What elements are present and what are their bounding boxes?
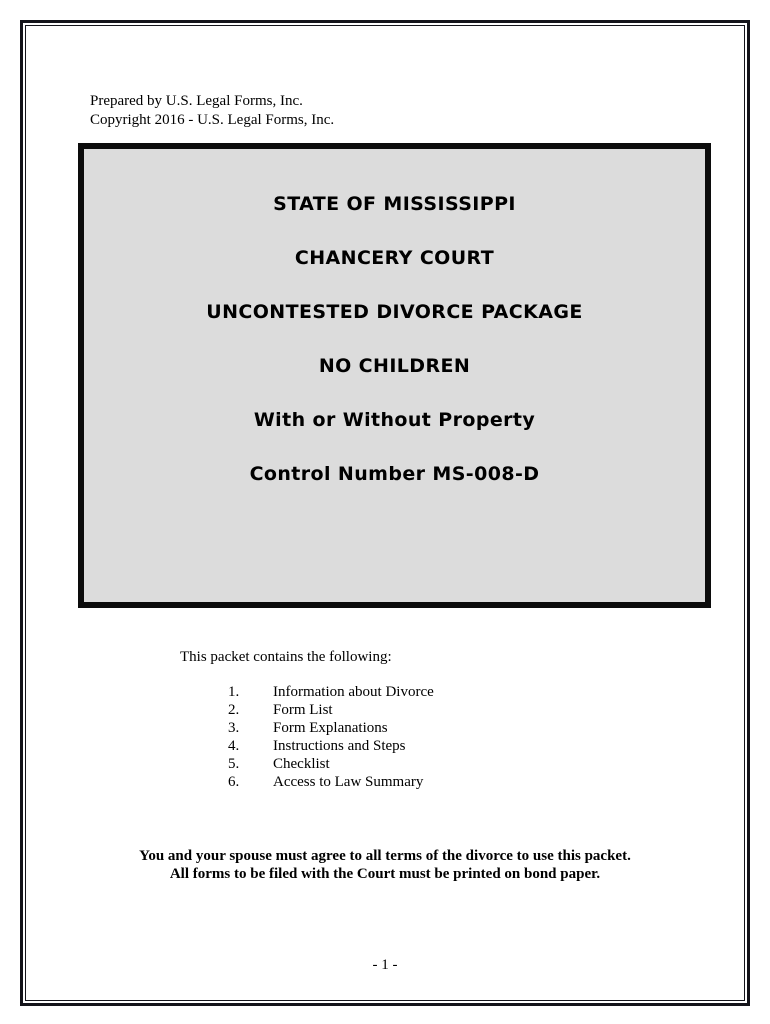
agreement-notice-line2: All forms to be filed with the Court must be printed on bond paper. xyxy=(169,866,601,882)
list-item xyxy=(228,719,434,737)
list-item-label: Access to Law Summary xyxy=(273,774,424,790)
list-item-label: Form List xyxy=(273,702,333,718)
list-item xyxy=(228,755,434,773)
list-item-number: 3. xyxy=(228,720,240,736)
title-state: STATE OF MISSISSIPPI xyxy=(273,193,516,215)
title-court: CHANCERY COURT xyxy=(294,247,495,269)
list-item-label: Information about Divorce xyxy=(273,684,434,700)
preparer-info xyxy=(90,92,334,130)
title-package: UNCONTESTED DIVORCE PACKAGE xyxy=(206,301,583,323)
copyright-line: Copyright 2016 - U.S. Legal Forms, Inc. xyxy=(90,112,335,128)
title-property: With or Without Property xyxy=(253,409,536,431)
list-item xyxy=(228,683,434,701)
list-item-number: 5. xyxy=(228,756,240,772)
contents-intro: This packet contains the following: xyxy=(180,649,392,665)
list-item-label: Form Explanations xyxy=(273,720,388,736)
list-item-label: Instructions and Steps xyxy=(273,738,406,754)
contents-list xyxy=(228,683,434,791)
list-item xyxy=(228,737,434,755)
list-item-number: 2. xyxy=(228,702,240,718)
list-item-number: 1. xyxy=(228,684,240,700)
page-number: - 1 - xyxy=(372,957,398,973)
agreement-notice xyxy=(0,847,770,883)
list-item-number: 4. xyxy=(228,738,240,754)
list-item xyxy=(228,773,434,791)
list-item-label: Checklist xyxy=(273,756,330,772)
title-box xyxy=(78,143,711,608)
list-item-number: 6. xyxy=(228,774,240,790)
title-no-children: NO CHILDREN xyxy=(318,355,471,377)
prepared-by-line: Prepared by U.S. Legal Forms, Inc. xyxy=(90,93,303,109)
agreement-notice-line1: You and your spouse must agree to all terms of the divorce to use this packet. xyxy=(139,848,631,864)
title-control-number: Control Number MS-008-D xyxy=(249,463,540,485)
list-item xyxy=(228,701,434,719)
